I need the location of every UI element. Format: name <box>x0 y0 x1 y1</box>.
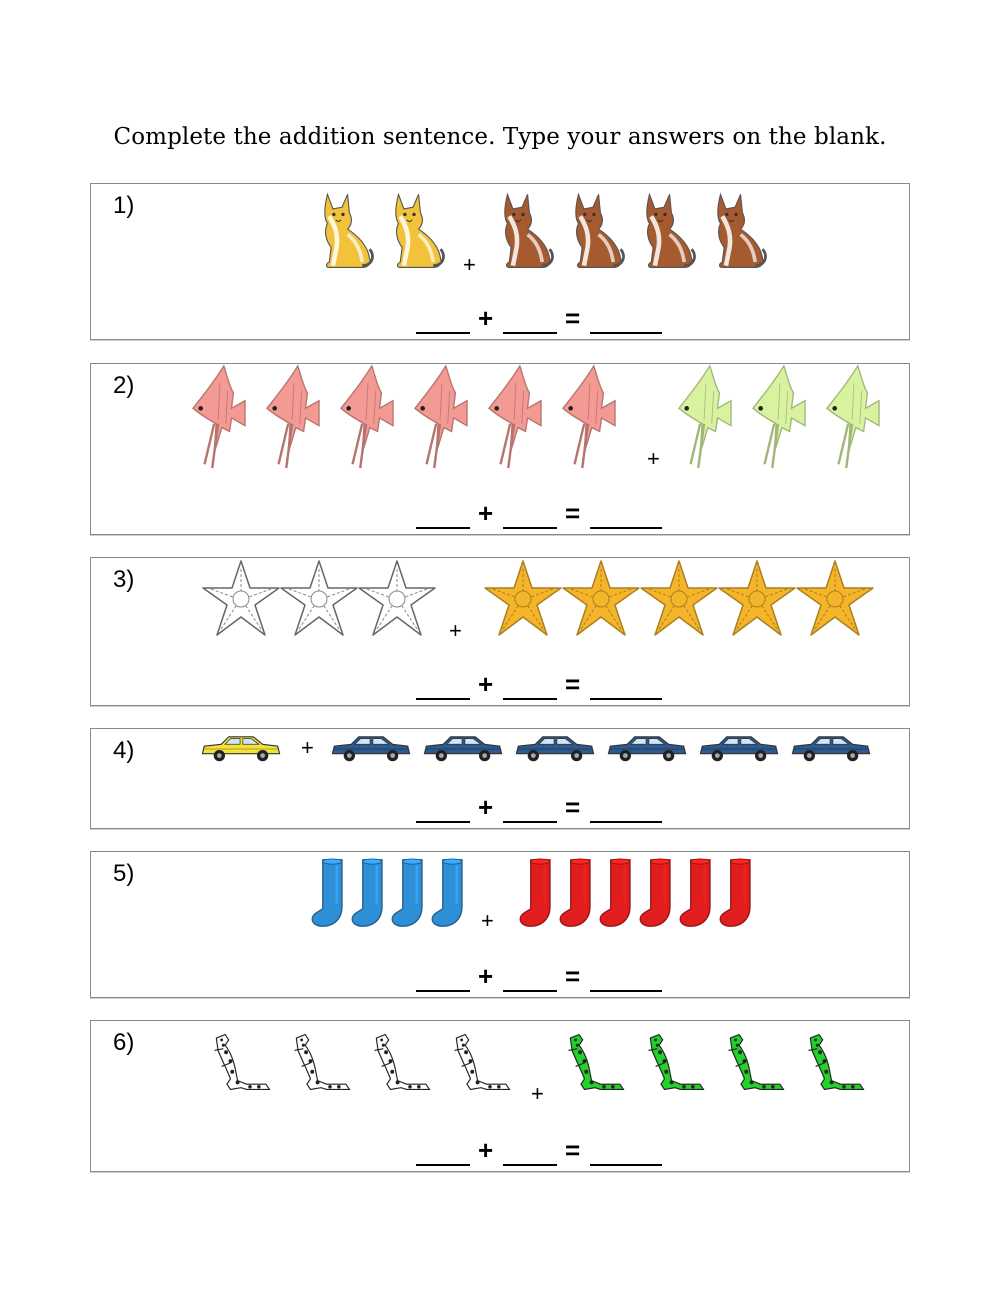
lizard-icon <box>451 1031 513 1093</box>
problem-number: 2) <box>113 372 135 399</box>
angelfish-icon <box>555 364 623 470</box>
addend-1-input[interactable] <box>416 306 470 334</box>
problem-2 <box>90 363 910 535</box>
sum-input[interactable] <box>590 964 662 992</box>
car-icon <box>603 733 691 765</box>
car-icon <box>787 733 875 765</box>
addend-2-input[interactable] <box>503 306 557 334</box>
problem-6 <box>90 1020 910 1172</box>
lizard-icon <box>371 1031 433 1093</box>
addend-1-input[interactable] <box>416 795 470 823</box>
plus-sign: + <box>478 961 494 991</box>
equals-sign: = <box>565 961 581 991</box>
picture-plus-sign: + <box>301 735 314 760</box>
angelfish-icon <box>481 364 549 470</box>
lizard-icon <box>645 1031 707 1093</box>
car-icon <box>327 733 415 765</box>
lizard-icon <box>211 1031 273 1093</box>
sum-input[interactable] <box>590 795 662 823</box>
starfish-icon <box>639 558 719 640</box>
addend-1-input[interactable] <box>416 501 470 529</box>
equals-sign: = <box>565 792 581 822</box>
addition-sentence <box>91 495 911 535</box>
picture-plus-sign: + <box>647 446 660 471</box>
addition-sentence <box>91 789 911 829</box>
car-icon <box>695 733 783 765</box>
starfish-icon <box>357 558 437 640</box>
addition-sentence <box>91 958 911 998</box>
starfish-icon <box>717 558 797 640</box>
picture-plus-sign: + <box>463 252 476 277</box>
angelfish-icon <box>407 364 475 470</box>
starfish-icon <box>201 558 281 640</box>
problem-number: 1) <box>113 192 135 219</box>
lizard-icon <box>805 1031 867 1093</box>
equals-sign: = <box>565 498 581 528</box>
angelfish-icon <box>819 364 887 470</box>
plus-sign: + <box>478 303 494 333</box>
addend-2-input[interactable] <box>503 1138 557 1166</box>
boot-icon <box>715 858 757 928</box>
starfish-icon <box>483 558 563 640</box>
plus-sign: + <box>478 1135 494 1165</box>
addend-1-input[interactable] <box>416 672 470 700</box>
addend-1-input[interactable] <box>416 1138 470 1166</box>
angelfish-icon <box>745 364 813 470</box>
problem-4 <box>90 728 910 829</box>
problem-1 <box>90 183 910 340</box>
cat-icon <box>491 188 555 272</box>
addend-2-input[interactable] <box>503 501 557 529</box>
boot-icon <box>675 858 717 928</box>
lizard-icon <box>291 1031 353 1093</box>
plus-sign: + <box>478 792 494 822</box>
addition-sentence <box>91 1132 911 1172</box>
starfish-icon <box>279 558 359 640</box>
sum-input[interactable] <box>590 672 662 700</box>
problem-number: 6) <box>113 1029 135 1056</box>
equals-sign: = <box>565 303 581 333</box>
problem-3 <box>90 557 910 706</box>
sum-input[interactable] <box>590 1138 662 1166</box>
car-icon <box>511 733 599 765</box>
boot-icon <box>307 858 349 928</box>
car-icon <box>419 733 507 765</box>
starfish-icon <box>561 558 641 640</box>
sum-input[interactable] <box>590 306 662 334</box>
car-icon <box>197 733 285 765</box>
instruction-text: Complete the addition sentence. Type your answers on the blank. <box>113 124 887 150</box>
addend-2-input[interactable] <box>503 795 557 823</box>
addend-1-input[interactable] <box>416 964 470 992</box>
problem-number: 4) <box>113 737 135 764</box>
addition-sentence <box>91 666 911 706</box>
angelfish-icon <box>333 364 401 470</box>
sum-input[interactable] <box>590 501 662 529</box>
problem-number: 5) <box>113 860 135 887</box>
boot-icon <box>515 858 557 928</box>
plus-sign: + <box>478 498 494 528</box>
cat-icon <box>633 188 697 272</box>
addend-2-input[interactable] <box>503 964 557 992</box>
boot-icon <box>347 858 389 928</box>
cat-icon <box>311 188 375 272</box>
picture-plus-sign: + <box>449 618 462 643</box>
addend-2-input[interactable] <box>503 672 557 700</box>
plus-sign: + <box>478 669 494 699</box>
cat-icon <box>382 188 446 272</box>
addition-sentence <box>91 300 911 340</box>
boot-icon <box>427 858 469 928</box>
lizard-icon <box>565 1031 627 1093</box>
equals-sign: = <box>565 669 581 699</box>
boot-icon <box>595 858 637 928</box>
equals-sign: = <box>565 1135 581 1165</box>
picture-plus-sign: + <box>481 908 494 933</box>
cat-icon <box>562 188 626 272</box>
boot-icon <box>635 858 677 928</box>
boot-icon <box>555 858 597 928</box>
boot-icon <box>387 858 429 928</box>
angelfish-icon <box>185 364 253 470</box>
angelfish-icon <box>259 364 327 470</box>
angelfish-icon <box>671 364 739 470</box>
lizard-icon <box>725 1031 787 1093</box>
problem-number: 3) <box>113 566 135 593</box>
picture-plus-sign: + <box>531 1081 544 1106</box>
problem-5 <box>90 851 910 998</box>
starfish-icon <box>795 558 875 640</box>
cat-icon <box>704 188 768 272</box>
